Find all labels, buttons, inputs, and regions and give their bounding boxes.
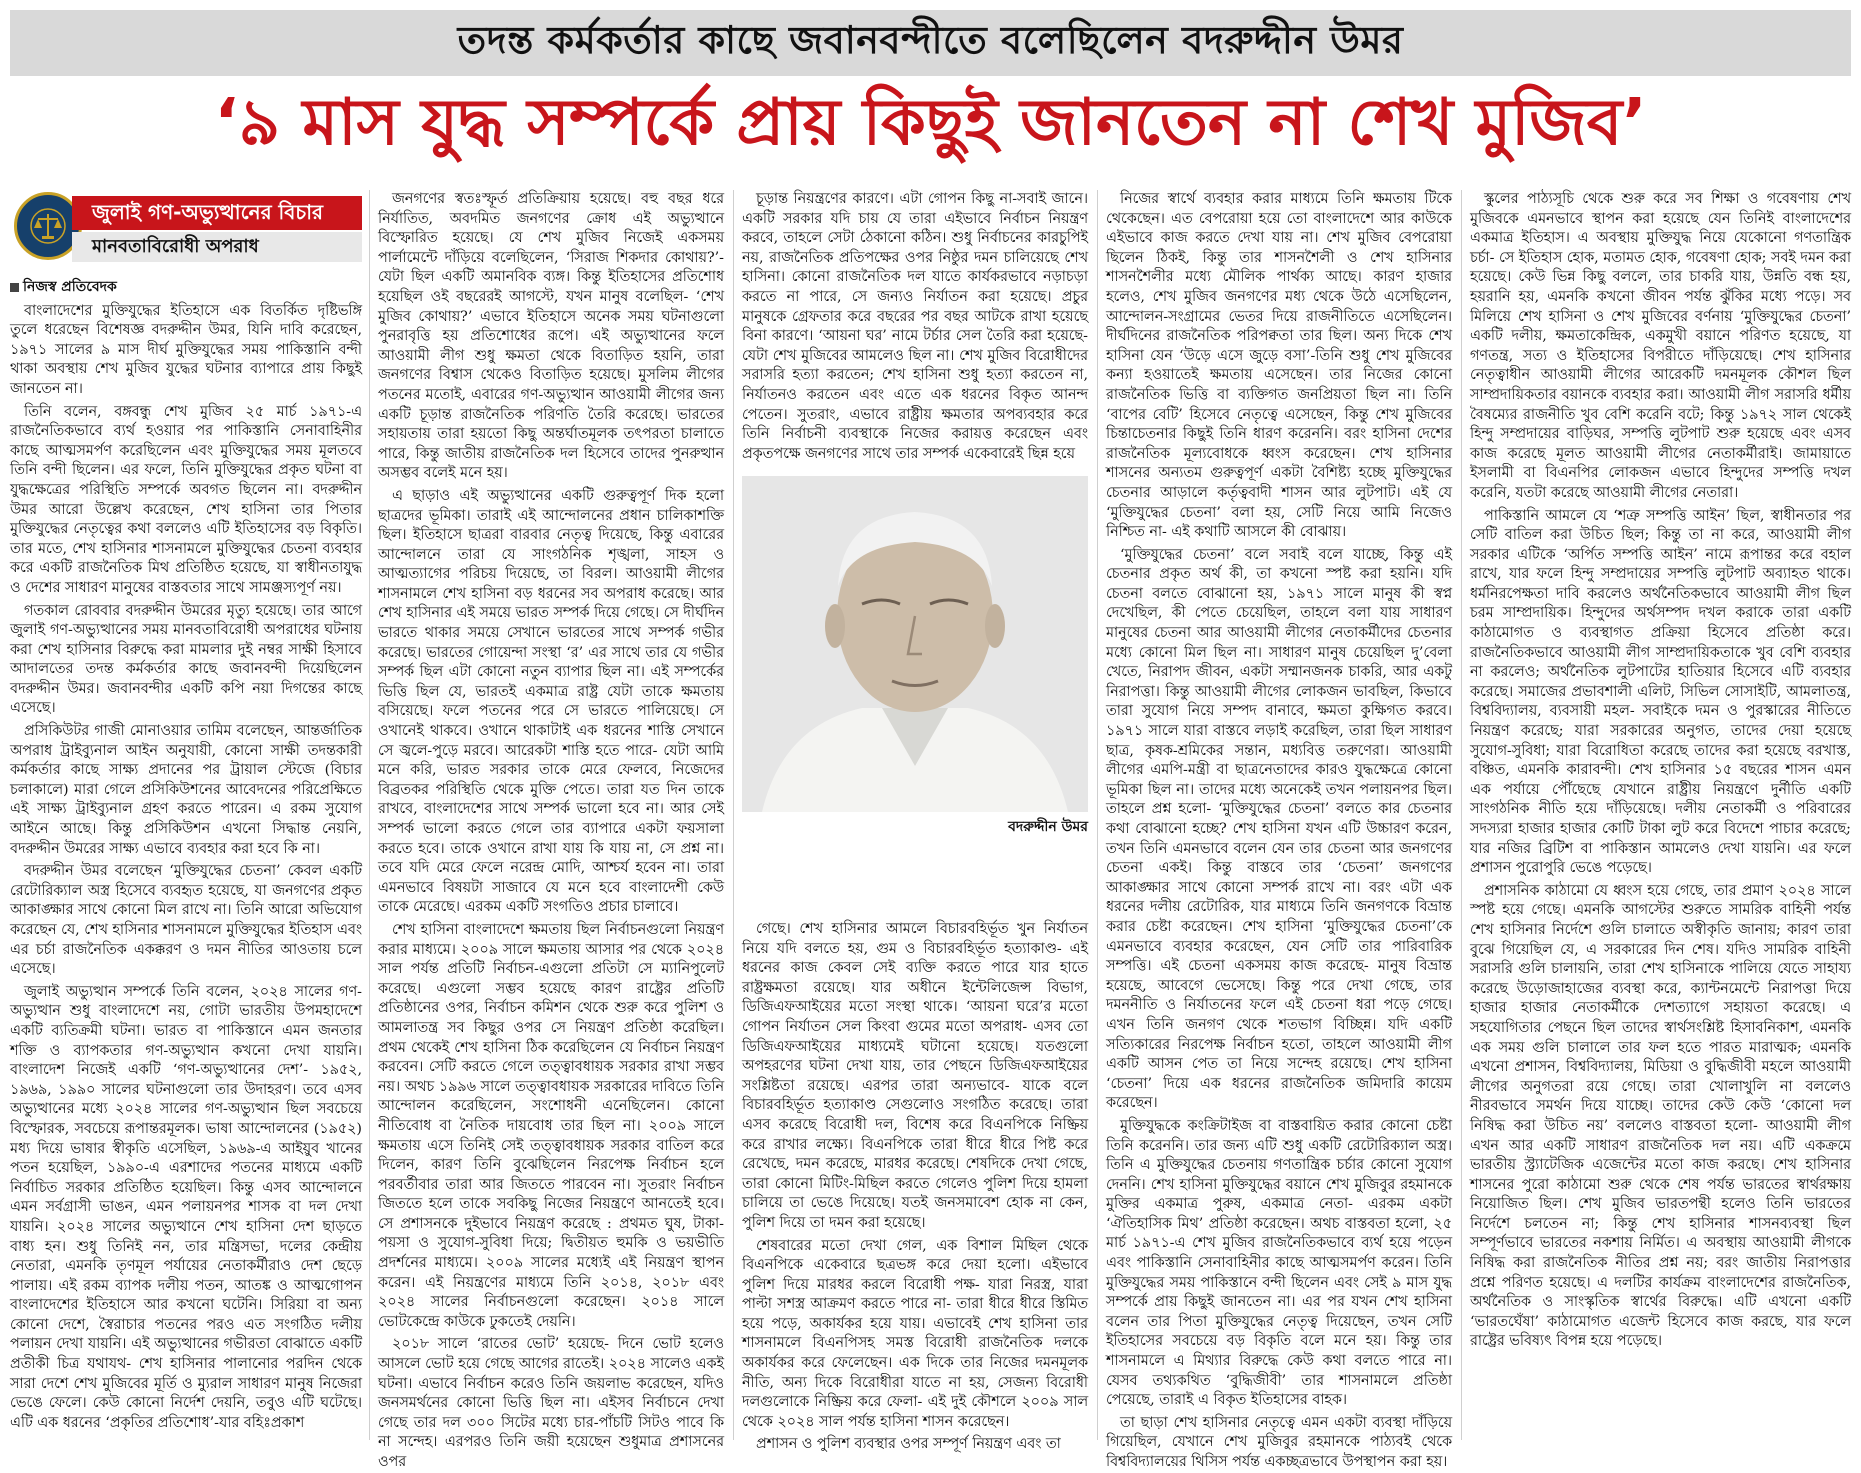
paragraph: বাংলাদেশের মুক্তিযুদ্ধের ইতিহাসে এক বিতর্কিত দৃষ্টিভঙ্গি তুলে ধরেছেন বিশেষজ্ঞ বদরুদ্দীন উমর, যিনি দাবি করেছেন, ১৯৭১ সালের ৯ মাস দীর্ঘ মুক্তিযুদ্ধের সময় পাকিস্তানি বন্দী থাকা অবস্থায় শেখ মুজিব যুদ্ধের ঘটনার ব্যাপারে প্রায় কিছুই জানতেন না। bbox=[10, 302, 362, 397]
paragraph: বদরুদ্দীন উমর বলেছেন ‘মুক্তিযুদ্ধের চেতনা’ কেবল একটি রেটোরিক্যাল অস্ত্র হিসেবে ব্যবহৃত হয়েছে, যা জনগণের প্রকৃত আকাঙ্ক্ষার সাথে কোনো মিল রাখে না। তিনি আরো অভিযোগ করেছেন যে, শেখ হাসিনার শাসনামলে মুক্তিযুদ্ধের ইতিহাস এবং এর চর্চা রাজনৈতিক একক্করণ ও দমন নীতির আওতায় চলে এসেছে। bbox=[10, 863, 362, 978]
paragraph: গতকাল রোববার বদরুদ্দীন উমরের মৃত্যু হয়েছে। তার আগে জুলাই গণ-অভ্যুত্থানের সময় মানবতাবিরোধী অপরাধের ঘটনায় করা শেখ হাসিনার বিরুদ্ধে করা মামলার দুই নম্বর সাক্ষী হিসাবে আদালতের তদন্ত কর্মকর্তার কাছে জবানবন্দী দিয়েছিলেন বদরুদ্দীন উমর। জবানবন্দীর একটি কপি নয়া দিগন্তের কাছে এসেছে। bbox=[10, 602, 362, 717]
paragraph: চূড়ান্ত নিয়ন্ত্রণের কারণে। এটা গোপন কিছু না-সবাই জানে। একটি সরকার যদি চায় যে তারা এইভাবে নির্বাচন নিয়ন্ত্রণ করবে, তাহলে সেটা ঠেকানো কঠিন। শুধু নির্বাচনের কারচুপিই নয়, রাজনৈতিক প্রতিপক্ষের ওপর নিষ্ঠুর দমন চালিয়েছে শেখ হাসিনা। কোনো রাজনৈতিক দল যাতে কার্যকরভাবে নড়াচড়া করতে না পারে, সে জন্যও নির্যাতন করা হয়েছে। প্রচুর মানুষকে গ্রেফতার করে বছরের পর বছর আটকে রাখা হয়েছে বিনা কারণে। ‘আয়না ঘর’ নামে টর্চার সেল তৈরি করা হয়েছে- যেটা শেখ মুজিবের আমলেও ছিল না। শেখ মুজিব বিরোধীদের সরাসরি হত্যা করতেন; শেখ হাসিনা শুধু হত্যা করতেন না, নির্যাতনও করতেন এবং এতে এক ধরনের বিকৃত আনন্দ পেতেন। সুতরাং, এভাবে রাষ্ট্রীয় ক্ষমতার অপব্যবহার করে তিনি নির্বাচনী ব্যবস্থাকে নিজের করায়ত্ত করেছেন এবং প্রকৃতপক্ষে জনগণের সাথে তার সম্পর্ক একেবারেই ছিন্ন হয়ে bbox=[742, 191, 1088, 462]
series-box bbox=[10, 190, 362, 270]
paragraph: পাকিস্তানি আমলে যে ‘শত্রু সম্পত্তি আইন’ ছিল, স্বাধীনতার পর সেটি বাতিল করা উচিত ছিল; কিন্তু তা না করে, আওয়ামী লীগ সরকার এটিকে ‘অর্পিত সম্পত্তি আইন’ নামে রূপান্তর করে বহাল রাখে, যার ফলে হিন্দু সম্প্রদায়ের সম্পত্তি লুটপাট অব্যাহত থাকে। ধর্মনিরপেক্ষতা দাবি করলেও অর্থনৈতিকভাবে আওয়ামী লীগ ছিল চরম সাম্প্রদায়িক। হিন্দুদের অর্থসম্পদ দখল করাকে তারা একটি কাঠামোগত ও ব্যবস্থাগত প্রক্রিয়া হিসেবে প্রতিষ্ঠা করে। রাজনৈতিকভাবে আওয়ামী লীগ সাম্প্রদায়িকতাকে খুব বেশি ব্যবহার না করলেও; অর্থনৈতিক লুটপাটের হাতিয়ার হিসেবে এটি ব্যবহার করেছে। সমাজের প্রভাবশালী এলিট, সিভিল সোসাইটি, আমলাতন্ত্র, বিশ্ববিদ্যালয়, ব্যবসায়ী মহল- সবাইকে দমন ও পুরস্কারের নীতিতে নিয়ন্ত্রণ করেছে; যারা সরকারের অনুগত, তাদের দেয়া হয়েছে সুযোগ-সুবিধা; যারা বিরোধিতা করেছে তাদের করা হয়েছে বরখাস্ত, বঞ্চিত, এমনকি কারাবন্দী। শেখ হাসিনার ১৫ বছরের শাসন এমন এক পর্যায়ে পৌঁছেছে যেখানে রাষ্ট্রীয় নিয়ন্ত্রণে দুর্নীতি একটি সাংগঠনিক নীতি হয়ে দাঁড়িয়েছে। দলীয় নেতাকর্মী ও পরিবারের সদস্যরা হাজার হাজার কোটি টাকা লুট করে বিদেশে পাচার করেছে; যার নজির ব্রিটিশ বা পাকিস্তান আমলেও দেখা যায়নি। এর ফলে প্রশাসন পুরোপুরি ভেঙে পড়েছে। bbox=[1470, 507, 1851, 877]
series-title: জুলাই গণ-অভ্যুত্থানের বিচার bbox=[72, 196, 362, 230]
paragraph: প্রশাসনিক কাঠামো যে ধ্বংস হয়ে গেছে, তার প্রমাণ ২০২৪ সালে স্পষ্ট হয়ে গেছে। এমনকি আগস্টের শুরুতে সামরিক বাহিনী পর্যন্ত শেখ হাসিনার নির্দেশে গুলি চালাতে অস্বীকৃতি জানায়; কারণ তারা বুঝে গিয়েছিল যে, এ সরকারের দিন শেষ। যদিও সামরিক বাহিনী সরাসরি গুলি চালায়নি, তারা শেখ হাসিনাকে পালিয়ে যেতে সাহায্য করেছে উড়োজাহাজের ব্যবস্থা করে, ক্যান্টনমেন্টে নিরাপত্তা দিয়ে হাজার হাজার নেতাকর্মীকে দেশত্যাগে সহায়তা করেছে। এ সহযোগিতার পেছনে ছিল তাদের স্বার্থসংশ্লিষ্ট হিসাবনিকাশ, এমনকি এক সময় গুলি চালালে তার ফল হতে পারত মারাত্মক; এমনকি এখনো প্রশাসন, বিশ্ববিদ্যালয়, মিডিয়া ও বুদ্ধিজীবী মহলে আওয়ামী লীগের অনুগতরা রয়ে গেছে। তারা খোলাখুলি না বললেও নীরবভাবে সমর্থন দিয়ে যাচ্ছে। তাদের কেউ কেউ ‘কোনো দল নিষিদ্ধ করা উচিত নয়’ বললেও বাস্তবতা হলো- আওয়ামী লীগ এখন আর একটি সাধারণ রাজনৈতিক দল নয়। এটি একক্রমে ভারতীয় স্ট্র্যাটেজিক এজেন্টের মতো কাজ করছে। শেখ হাসিনার শাসনের পুরো কাঠামো শুরু থেকে শেষ পর্যন্ত ভারতের স্বার্থরক্ষায় নিয়োজিত ছিল। শেখ মুজিব ভারতপন্থী হলেও তিনি ভারতের নির্দেশে চলতেন না; কিন্তু শেখ হাসিনার শাসনব্যবস্থা ছিল সম্পূর্ণভাবে ভারতের নকশায় নির্মিত। এ অবস্থায় আওয়ামী লীগকে নিষিদ্ধ করা রাজনৈতিক নীতির প্রশ্ন নয়; বরং জাতীয় নিরাপত্তার প্রশ্নে পরিণত হয়েছে। এ দলটির কার্যক্রম বাংলাদেশের রাজনৈতিক, অর্থনৈতিক ও সাংস্কৃতিক স্বার্থের বিরুদ্ধে। এটি এখনো একটি ‘ভারতঘেঁষা’ কাঠামোগত এজেন্ট হিসেবে কাজ করছে, যার ফলে রাষ্ট্রের ভবিষ্যৎ বিপন্ন হয়ে পড়েছে। bbox=[1470, 882, 1851, 1350]
portrait-photo bbox=[742, 476, 1088, 812]
paragraph: তিনি বলেন, বঙ্গবন্ধু শেখ মুজিব ২৫ মার্চ ১৯৭১-এ রাজনৈতিকভাবে ব্যর্থ হওয়ার পর পাকিস্তানি সেনাবাহিনীর কাছে আত্মসমর্পণ করেছিলেন এবং মুক্তিযুদ্ধের সময় মূলতবে তিনি বন্দী ছিলেন। এর ফলে, তিনি মুক্তিযুদ্ধের প্রকৃত ঘটনা বা যুদ্ধক্ষেত্রের পরিস্থিতি সম্পর্কে অবগত ছিলেন না। বদরুদ্দীন উমর আরো উল্লেখ করেছেন, শেখ হাসিনা তার পিতার মুক্তিযুদ্ধের নেতৃত্বের কথা বললেও এটি ইতিহাসের বড় বিকৃতি। তার মতে, শেখ হাসিনার শাসনামলে মুক্তিযুদ্ধের চেতনা ব্যবহার করে একটি রাজনৈতিক মিথ প্রতিষ্ঠিত হয়েছে, যা স্বাধীনতাযুদ্ধ ও দেশের সাধারণ মানুষের বাস্তবতার সাথে সামঞ্জস্যপূর্ণ নয়। bbox=[10, 403, 362, 596]
paragraph: গেছে। শেখ হাসিনার আমলে বিচারবহির্ভূত খুন নির্যাতন নিয়ে যদি বলতে হয়, গুম ও বিচারবহির্ভূত হত্যাকাণ্ড- এই ধরনের কাজ কেবল সেই ব্যক্তি করতে পারে যার হাতে রাষ্ট্রক্ষমতা রয়েছে। যার অধীনে ইন্টেলিজেন্স বিভাগ, ডিজিএফআইয়ের মতো সংস্থা থাকে। ‘আয়না ঘরে’র মতো গোপন নির্যাতন সেল কিংবা গুমের মতো অপরাধ- এসব তো ডিজিএফআইয়ের মাধ্যমেই ঘটানো হয়েছে। যতগুলো অপহরণের ঘটনা দেখা যায়, তার পেছনে ডিজিএফআইয়ের সংশ্লিষ্টতা রয়েছে। এরপর তারা অন্যভাবে- যাকে বলে বিচারবহির্ভূত হত্যাকাণ্ড সেগুলোও সংগঠিত করেছে। তারা এসব করেছে বিরোধী দল, বিশেষ করে বিএনপিকে নিষ্ক্রিয় করে রাখার লক্ষ্যে। বিএনপিকে তারা ধীরে ধীরে পিষ্ট করে রেখেছে, দমন করেছে, মারধর করেছে। শেষদিকে দেখা গেছে, তারা কোনো মিটিং-মিছিল করতে গেলেও পুলিশ দিয়ে হামলা চালিয়ে তা ভেঙে দিয়েছে। যতই জনসমাবেশ হোক না কেন, পুলিশ দিয়ে তা দমন করা হয়েছে। bbox=[742, 921, 1088, 1231]
article-column-2 bbox=[378, 190, 724, 1470]
column-rule bbox=[369, 190, 370, 1440]
paragraph: এ ছাড়াও এই অভ্যুত্থানের একটি গুরুত্বপূর্ণ দিক হলো ছাত্রদের ভূমিকা। তারাই এই আন্দোলনের প্রধান চালিকাশক্তি ছিল। ইতিহাসে ছাত্ররা বারবার নেতৃত্ব দিয়েছে, কিন্তু এবারের আন্দোলনে তারা যে সাংগঠনিক শৃঙ্খলা, সাহস ও আত্মত্যাগের পরিচয় দিয়েছে, তা বিরল। আওয়ামী লীগের শাসনামলে শেখ হাসিনা বড় ধরনের সব অপরাধ করেছে। আর শেখ হাসিনার এই সময়ে ভারত সম্পর্ক দিয়ে গেছে। সে দীর্ঘদিন ভারতে থাকার সময়ে সেখানে ভারতের সাথে সম্পর্ক গভীর করেছে। ভারতের গোয়েন্দা সংস্থা ‘র’ এর সাথে তার যে গভীর সম্পর্ক ছিল এটা কোনো নতুন ব্যাপার ছিল না। এই সম্পর্কের ভিত্তি ছিল যে, ভারতই একমাত্র রাষ্ট্র যেটা তাকে ক্ষমতায় বসিয়েছে। ফলে পতনের পরে সে ভারতে পালিয়েছে। সে ওখানেই থাকবে। ওখানে থাকাটাই এক ধরনের শাস্তি সেখানে সে জ্বলে-পুড়ে মরবে। আরেকটা শাস্তি হতে পারে- যেটা আমি মনে করি, ভারত সরকার তাকে মেরে ফেলবে, নিজেদের বিব্রতকর পরিস্থিতি থেকে মুক্তি পেতে। তারা যত দিন তাকে রাখবে, বাংলাদেশের সাথে সম্পর্ক ভালো হবে না। আর সেই সম্পর্ক ভালো করতে গেলে তার ব্যাপারে একটা ফয়সালা করতে হবে। তাকে ওখানে রাখা যায় কি যায় না, সে প্রশ্ন না। তবে যদি মেরে ফেলে নরেন্দ্র মোদি, আশ্চর্য হবেন না। তারা এমনভাবে বিষয়টা সাজাবে যে মনে হবে বাংলাদেশী কেউ তাকে মেরেছে। এরকম একটি সংগতিও প্রচার চালাবে। bbox=[378, 487, 724, 916]
paragraph: জুলাই অভ্যুত্থান সম্পর্কে তিনি বলেন, ২০২৪ সালের গণ-অভ্যুত্থান শুধু বাংলাদেশে নয়, গোটা ভারতীয় উপমহাদেশে একটি ব্যতিক্রমী ঘটনা। ভারত বা পাকিস্তানে এমন জনতার শক্তি ও ব্যাপকতার গণ-অভ্যুত্থান কখনো দেখা যায়নি। বাংলাদেশ নিজেই একটি ‘গণ-অভ্যুত্থানের দেশ’- ১৯৫২, ১৯৬৯, ১৯৯০ সালের ঘটনাগুলো তার উদাহরণ। তবে এসব অভ্যুত্থানের মধ্যে ২০২৪ সালের গণ-অভ্যুত্থান ছিল সবচেয়ে বিস্ফোরক, সবচেয়ে রূপান্তরমূলক। ভাষা আন্দোলনের (১৯৫২) মধ্য দিয়ে ভাষার স্বীকৃতি এসেছিল, ১৯৬৯-এ আইয়ুব খানের পতন হয়েছিল, ১৯৯০-এ এরশাদের পতনের মাধ্যমে একটি নির্বাচিত সরকার প্রতিষ্ঠিত হয়েছিল। কিন্তু এসব আন্দোলনে এমন সর্বগ্রাসী ভাঙন, এমন পলায়নপর শাসক বা দল দেখা যায়নি। ২০২৪ সালের অভ্যুত্থানে শেখ হাসিনা দেশ ছাড়তে বাধ্য হন। শুধু তিনিই নন, তার মন্ত্রিসভা, দলের কেন্দ্রীয় নেতারা, এমনকি তৃণমূল পর্যায়ের নেতাকর্মীরাও দেশ ছেড়ে পালায়। এই রকম ব্যাপক দলীয় পতন, আতঙ্ক ও আত্মগোপন বাংলাদেশের ইতিহাসে আর কখনো ঘটেনি। সিরিয়া বা অন্য কোনো দেশে, স্বৈরাচার পতনের পরও এত সংগঠিত দলীয় পলায়ন দেখা যায়নি। এই অভ্যুত্থানের গভীরতা বোঝাতে একটি প্রতীকী চিত্র যথাযথ- শেখ হাসিনার পালানোর পরদিন থেকে সারা দেশে শেখ মুজিবের মূর্তি ও ম্যুরাল সাধারণ মানুষ নিজেরা ভেঙে ফেলে। কেউ কোনো নির্দেশ দেয়নি, তবুও এটি ঘটেছে। এটি এক ধরনের ‘প্রকৃতির প্রতিশোধ’-যার বহিঃপ্রকাশ bbox=[10, 983, 362, 1431]
paragraph: শেষবারের মতো দেখা গেল, এক বিশাল মিছিল থেকে বিএনপিকে একেবারে ছত্রভঙ্গ করে দেয়া হলো। এইভাবে পুলিশ দিয়ে মারধর করলে বিরোধী পক্ষ- যারা নিরস্ত্র, যারা পাল্টা সশস্ত্র আক্রমণ করতে পারে না- তারা ধীরে ধীরে স্তিমিত হয়ে পড়ে, অকার্যকর হয়ে যায়। এভাবেই শেখ হাসিনা তার শাসনামলে বিএনপিসহ সমস্ত বিরোধী রাজনৈতিক দলকে অকার্যকর করে ফেলেছেন। এক দিকে তার নিজের দমনমূলক নীতি, অন্য দিকে বিরোধীরা যাতে না হয়, সেজন্য বিরোধী দলগুলোকে নিষ্ক্রিয় করে ফেলা- এই দুই কৌশলে ২০০৯ সাল থেকে ২০২৪ সাল পর্যন্ত হাসিনা শাসন করেছেন। bbox=[742, 1237, 1088, 1430]
headline: ‘৯ মাস যুদ্ধ সম্পর্কে প্রায় কিছুই জানতেন না শেখ মুজিব’ bbox=[214, 85, 1647, 160]
byline-text: নিজস্ব প্রতিবেদক bbox=[23, 279, 117, 295]
paragraph: নিজের স্বার্থে ব্যবহার করার মাধ্যমে তিনি ক্ষমতায় টিকে থেকেছেন। এত বেপরোয়া হয়ে তো বাংলাদেশে আর কাউকে এইভাবে কাজ করতে দেখা যায় না। শেখ মুজিব বেপরোয়া ছিলেন ঠিকই, কিন্তু তার শাসনশৈলী ও শেখ হাসিনার শাসনশৈলীর মধ্যে মৌলিক পার্থক্য আছে। কারণ হাজার হলেও, শেখ মুজিব জনগণের মধ্য থেকে উঠে এসেছিলেন, আন্দোলন-সংগ্রামের ভেতর দিয়ে রাজনীতিতে এসেছিলেন। দীর্ঘদিনের রাজনৈতিক পরিপক্বতা তার ছিল। অন্য দিকে শেখ হাসিনা যেন ‘উড়ে এসে জুড়ে বসা’-তিনি শুধু শেখ মুজিবের কন্যা হওয়াতেই ক্ষমতায় এসেছেন। তার নিজের কোনো রাজনৈতিক ভিত্তি বা ব্যক্তিগত জনপ্রিয়তা ছিল না। তিনি ‘বাপের বেটি’ হিসেবে নেতৃত্বে এসেছেন, কিন্তু শেখ মুজিবের চিন্তাচেতনার কিছুই তিনি ধারণ করেননি। বরং হাসিনা দেশের রাজনৈতিক মূল্যবোধকে ধ্বংস করেছেন। শেখ হাসিনার শাসনের অন্যতম গুরুত্বপূর্ণ একটা বৈশিষ্ট্য হচ্ছে মুক্তিযুদ্ধের চেতনার আড়ালে কর্তৃত্ববাদী শাসন আর লুটপাট। এই যে ‘মুক্তিযুদ্ধের চেতনা’ বলা হয়, সেটি নিয়ে আমি নিজেও নিশ্চিত না- এই কথাটি আসলে কী বোঝায়। bbox=[1106, 191, 1452, 541]
paragraph: স্কুলের পাঠ্যসূচি থেকে শুরু করে সব শিক্ষা ও গবেষণায় শেখ মুজিবকে এমনভাবে স্থাপন করা হয়েছে যেন তিনিই বাংলাদেশের একমাত্র ইতিহাস। এ অবস্থায় মুক্তিযুদ্ধ নিয়ে যেকোনো গণতান্ত্রিক চর্চা- সে ইতিহাস হোক, মতামত হোক, গবেষণা হোক; সবই দমন করা হয়েছে। কেউ ভিন্ন কিছু বললে, তার চাকরি যায়, উন্নতি বন্ধ হয়, হয়রানি হয়, এমনকি কখনো জীবন পর্যন্ত ঝুঁকির মধ্যে পড়ে। সব মিলিয়ে শেখ হাসিনা ও শেখ মুজিবের বর্ণনায় ‘মুক্তিযুদ্ধের চেতনা’ একটি দলীয়, ক্ষমতাকেন্দ্রিক, একমুখী বয়ানে পরিণত হয়েছে, যা গণতন্ত্র, সত্য ও ইতিহাসের বিপরীতে দাঁড়িয়েছে। শেখ হাসিনার নেতৃত্বাধীন আওয়ামী লীগের আরেকটি দমনমূলক কৌশল ছিল সাম্প্রদায়িকতার বয়ানকে ব্যবহার করা। আওয়ামী লীগ সরাসরি ধর্মীয় বৈষম্যের রাজনীতি খুব বেশি করেনি বটে; কিন্তু ১৯৭২ সাল থেকেই হিন্দু সম্প্রদায়ের বাড়িঘর, সম্পত্তি লুটপাট শুরু হয়েছে এবং এসব কাজ করেছে মূলত আওয়ামী লীগের নেতাকর্মীরাই। জামায়াতে ইসলামী বা বিএনপির লোকজন এভাবে হিন্দুদের সম্পত্তি দখল করেনি, যতটা করেছে আওয়ামী লীগের নেতারা। bbox=[1470, 191, 1851, 501]
article-column-1 bbox=[10, 190, 362, 1440]
article-column-4 bbox=[1106, 190, 1452, 1470]
photo-caption: বদরুদ্দীন উমর bbox=[1008, 819, 1088, 836]
article-column-5 bbox=[1470, 190, 1851, 1440]
byline bbox=[10, 278, 362, 298]
paragraph: ‘মুক্তিযুদ্ধের চেতনা’ বলে সবাই বলে যাচ্ছে, কিন্তু এই চেতনার প্রকৃত অর্থ কী, তা কখনো স্পষ্ট করা হয়নি। যদি চেতনা বলতে বোঝানো হয়, ১৯৭১ সালে মানুষ কী স্বপ্ন দেখেছিল, কী পেতে চেয়েছিল, তাহলে বলা যায় সাধারণ মানুষের চেতনা আর আওয়ামী লীগের নেতাকর্মীদের চেতনার মধ্যে কোনো মিল ছিল না। সাধারণ মানুষ চেয়েছিল দু’বেলা খেতে, নিরাপদ জীবন, একটা সম্মানজনক চাকরি, আর একটু নিরাপত্তা। কিন্তু আওয়ামী লীগের লোকজন ভাবছিল, কিভাবে তারা সুযোগ নিয়ে সম্পদ বানাবে, ক্ষমতা কুক্ষিগত করবে। ১৯৭১ সালে যারা বাস্তবে লড়াই করেছিল, তারা ছিল সাধারণ ছাত্র, কৃষক-শ্রমিকের সন্তান, মধ্যবিত্ত তরুণেরা। আওয়ামী লীগের এমপি-মন্ত্রী বা ছাত্রনেতাদের কারও যুদ্ধক্ষেত্রে কোনো ভূমিকা ছিল না। তাদের মধ্যে অনেকেই তখন পলায়নপর ছিল। তাহলে প্রশ্ন হলো- ‘মুক্তিযুদ্ধের চেতনা’ বলতে কার চেতনার কথা বোঝানো হচ্ছে? শেখ হাসিনা যখন এটি উচ্চারণ করেন, তখন তিনি এমনভাবে বলেন যেন তার চেতনা আর জনগণের চেতনা একই। কিন্তু বাস্তবে তার ‘চেতনা’ জনগণের আকাঙ্ক্ষার সাথে কোনো সম্পর্ক রাখে না। বরং এটা এক ধরনের দলীয় রেটোরিক, যার মাধ্যমে তিনি জনগণকে বিভ্রান্ত করার চেষ্টা করেছেন। শেখ হাসিনা ‘মুক্তিযুদ্ধের চেতনা’কে এমনভাবে ব্যবহার করেছেন, যেন সেটি তার পারিবারিক সম্পত্তি। এই চেতনা একসময় কাজ করেছে- মানুষ বিভ্রান্ত হয়েছে, আবেগে ভেসেছে। কিন্তু পরে দেখা গেছে, তার দমননীতি ও নির্যাতনের ফলে এই চেতনা ধরা পড়ে গেছে। এখন তিনি জনগণ থেকে শতভাগ বিচ্ছিন্ন। যদি একটি সত্যিকারের নিরপেক্ষ নির্বাচন হতো, তাহলে আওয়ামী লীগ একটি আসন পেত তা নিয়ে সন্দেহ রয়েছে। শেখ হাসিনা ‘চেতনা’ দিয়ে এক ধরনের রাজনৈতিক জমিদারি কায়েম করেছেন। bbox=[1106, 546, 1452, 1112]
paragraph: মুক্তিযুদ্ধকে কংক্রিটাইজ বা বাস্তবায়িত করার কোনো চেষ্টা তিনি করেননি। তার জন্য এটি শুধু একটি রেটোরিক্যাল অস্ত্র। তিনি এ মুক্তিযুদ্ধের চেতনায় গণতান্ত্রিক চর্চার কোনো সুযোগ দেননি। শেখ হাসিনা মুক্তিযুদ্ধের বয়ানে শেখ মুজিবুর রহমানকে মুক্তির একমাত্র পুরুষ, একমাত্র নেতা- এরকম একটা ‘ঐতিহাসিক মিথ’ প্রতিষ্ঠা করেছেন। অথচ বাস্তবতা হলো, ২৫ মার্চ ১৯৭১-এ শেখ মুজিব রাজনৈতিকভাবে ব্যর্থ হয়ে পড়েন এবং পাকিস্তানি সেনাবাহিনীর কাছে আত্মসমর্পণ করেন। তিনি মুক্তিযুদ্ধের সময় পাকিস্তানে বন্দী ছিলেন এবং সেই ৯ মাস যুদ্ধ সম্পর্কে প্রায় কিছুই জানতেন না। এর পর যখন শেখ হাসিনা বলেন তার পিতা মুক্তিযুদ্ধের নেতৃত্ব দিয়েছেন, তখন সেটি ইতিহাসের সবচেয়ে বড় বিকৃতি বলে মনে হয়। কিন্তু তার শাসনামলে এ মিথ্যার বিরুদ্ধে কেউ কথা বলতে পারে না। যেসব তথ্যকথিত ‘বুদ্ধিজীবী’ তার শাসনামলে প্রতিষ্ঠা পেয়েছে, তারাই এ বিকৃত ইতিহাসের বাহক। bbox=[1106, 1117, 1452, 1409]
paragraph: প্রশাসন ও পুলিশ ব্যবস্থার ওপর সম্পূর্ণ নিয়ন্ত্রণ এবং তা bbox=[756, 1436, 1061, 1453]
article-column-3-continued bbox=[742, 920, 1088, 1453]
series-subtitle: মানবতাবিরোধী অপরাধ bbox=[72, 232, 362, 262]
column-rule bbox=[1097, 190, 1098, 1440]
paragraph: তা ছাড়া শেখ হাসিনার নেতৃত্বে এমন একটা ব্যবস্থা দাঁড়িয়ে গিয়েছিল, যেখানে শেখ মুজিবুর রহমানকে পাঠ্যবই থেকে বিশ্ববিদ্যালয়ের থিসিস পর্যন্ত একচ্ছত্রভাবে উপস্থাপন করা হয়। bbox=[1106, 1414, 1452, 1470]
paragraph: প্রসিকিউটর গাজী মোনাওয়ার তামিম বলেছেন, আন্তর্জাতিক অপরাধ ট্রাইব্যুনাল আইন অনুযায়ী, কোনো সাক্ষী তদন্তকারী কর্মকর্তার কাছে সাক্ষ্য প্রদানের পর ট্রায়াল স্টেজে (বিচার চলাকালে) মারা গেলে প্রসিকিউশনের আবেদনের পরিপ্রেক্ষিতে এই সাক্ষ্য ট্রাইব্যুনাল গ্রহণ করতে পারেন। এ রকম সুযোগ আইনে আছে। কিন্তু প্রসিকিউশন এখনো সিদ্ধান্ত নেয়নি, বদরুদ্দীন উমরের সাক্ষ্য এভাবে ব্যবহার করা হবে কি না। bbox=[10, 723, 362, 857]
column-rule bbox=[733, 190, 734, 1440]
column-rule bbox=[1461, 190, 1462, 1440]
kicker-strap: তদন্ত কর্মকর্তার কাছে জবানবন্দীতে বলেছিলেন বদরুদ্দীন উমর bbox=[10, 10, 1851, 76]
paragraph: শেখ হাসিনা বাংলাদেশে ক্ষমতায় ছিল নির্বাচনগুলো নিয়ন্ত্রণ করার মাধ্যমে। ২০০৯ সালে ক্ষমতায় আসার পর থেকে ২০২৪ সাল পর্যন্ত প্রতিটি নির্বাচন-এগুলো প্রতিটা সে ম্যানিপুলেট করেছে। এগুলো সম্ভব হয়েছে কারণ রাষ্ট্রের প্রতিটি প্রতিষ্ঠানের ওপর, নির্বাচন কমিশন থেকে শুরু করে পুলিশ ও আমলাতন্ত্র সব কিছুর ওপর সে নিয়ন্ত্রণ প্রতিষ্ঠা করেছিল। প্রথম থেকেই শেখ হাসিনা ঠিক করেছিলেন যে নির্বাচন নিয়ন্ত্রণ করবেন। সেটি করতে গেলে তত্ত্বাবধায়ক সরকার রাখা সম্ভব নয়। অথচ ১৯৯৬ সালে তত্ত্বাবধায়ক সরকারের দাবিতে তিনি আন্দোলন করেছিলেন, সংশোধনী এনেছিলেন। কোনো নীতিবোধ বা নৈতিক দায়বোধ তার ছিল না। ২০০৯ সালে ক্ষমতায় এসে তিনিই সেই তত্ত্বাবধায়ক সরকার বাতিল করে দিলেন, কারণ তিনি বুঝেছিলেন নিরপেক্ষ নির্বাচন হলে পরবর্তীবার তারা আর জিততে পারবেন না। সুতরাং নির্বাচন জিততে হলে তাকে সবকিছু নিজের নিয়ন্ত্রণে আনতেই হবে। সে প্রশাসনকে দুইভাবে নিয়ন্ত্রণ করেছে : প্রথমত ঘুষ, টাকা-পয়সা ও সুযোগ-সুবিধা দিয়ে; দ্বিতীয়ত হুমকি ও ভয়ভীতি প্রদর্শনের মাধ্যমে। ২০০৯ সালের মধ্যেই এই নিয়ন্ত্রণ স্থাপন করেন। এই নিয়ন্ত্রণের মাধ্যমে তিনি ২০১৪, ২০১৮ এবং ২০২৪ সালের নির্বাচনগুলো করেছেন। ২০১৪ সালে ভোটকেন্দ্রে কাউকে ঢুকতেই দেয়নি। bbox=[378, 921, 724, 1330]
bullet-square-icon bbox=[10, 283, 19, 292]
paragraph: জনগণের স্বতঃস্ফূর্ত প্রতিক্রিয়ায় হয়েছে। বহু বছর ধরে নির্যাতিত, অবদমিত জনগণের ক্রোধ এই অভ্যুত্থানে বিস্ফোরিত হয়েছে। যে শেখ মুজিব নিজেই একসময় পার্লামেন্টে দাঁড়িয়ে বলেছিলেন, ‘সিরাজ শিকদার কোথায়?’-যেটা ছিল একটি অমানবিক ব্যঙ্গ। কিন্তু ইতিহাসের প্রতিশোধ হয়েছিল ওই বছরেরই আগস্টে, যখন মানুষ বলেছিল- ‘শেখ মুজিব কোথায়?’ এভাবে ইতিহাসে অনেক সময় ঘটনাগুলো পুনরাবৃত্তি হয় প্রতিশোধের রূপে। এই অভ্যুত্থানের ফলে আওয়ামী লীগ শুধু ক্ষমতা থেকে বিতাড়িত হয়নি, তারা জনগণের বিশ্বাস থেকেও বিতাড়িত হয়েছে। মুসলিম লীগের পতনের মতোই, এবারের গণ-অভ্যুত্থান আওয়ামী লীগের জন্য একটি চূড়ান্ত রাজনৈতিক পরিণতি তৈরি করেছে। ভারতের সহায়তায় তারা হয়তো কিছু অন্তর্ঘাতমূলক তৎপরতা চালাতে পারে, কিন্তু জাতীয় রাজনৈতিক দল হিসেবে তাদের পুনরুত্থান অসম্ভব বলেই মনে হয়। bbox=[378, 191, 724, 482]
paragraph: ২০১৮ সালে ‘রাতের ভোট’ হয়েছে- দিনে ভোট হলেও আসলে ভোট হয়ে গেছে আগের রাতেই। ২০২৪ সালেও একই ঘটনা। এভাবে নির্বাচন করেও তিনি জয়লাভ করেছেন, যদিও জনসমর্থনের কোনো ভিত্তি ছিল না। এইসব নির্বাচনে দেখা গেছে তার দল ৩০০ সিটের মধ্যে চার-পাঁচটি সিটও পাবে কি না সন্দেহ। এরপরও তিনি জয়ী হয়েছেন শুধুমাত্র প্রশাসনের ওপর bbox=[378, 1336, 724, 1470]
